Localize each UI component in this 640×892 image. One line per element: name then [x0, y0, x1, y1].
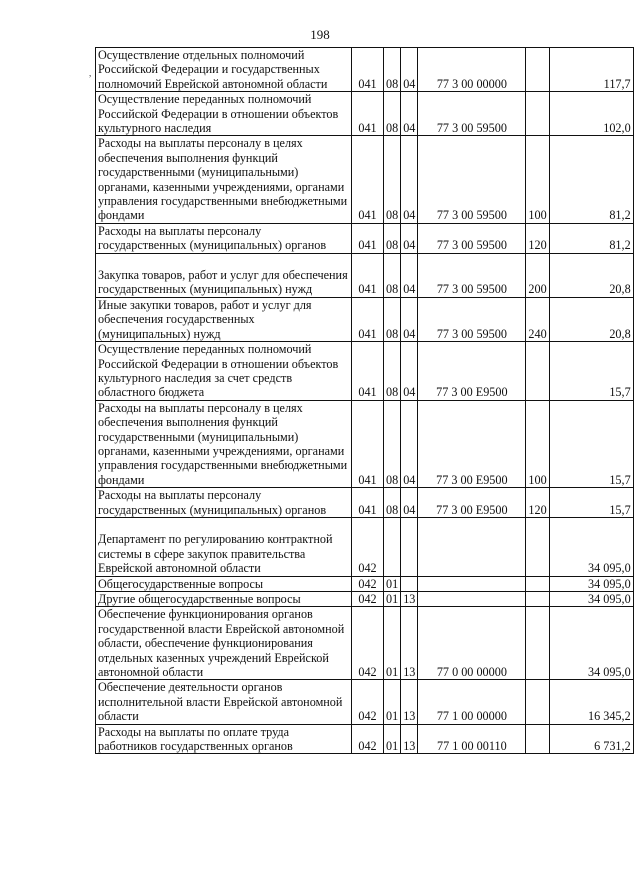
row-name: Расходы на выплаты персоналу в целях обеспечения выполнения функций государственными (муниципальными) органами, казенными учреждениями, органами управления государственными внебюджетными фондами	[96, 136, 352, 223]
row-amount: 6 731,2	[549, 724, 633, 754]
row-target-code	[418, 591, 526, 606]
row-amount: 117,7	[549, 48, 633, 92]
row-expense-type-code: 100	[526, 136, 549, 223]
row-amount: 102,0	[549, 92, 633, 136]
row-ved-code: 042	[352, 576, 384, 591]
row-ved-code: 041	[352, 297, 384, 341]
row-amount: 16 345,2	[549, 680, 633, 724]
row-ved-code: 041	[352, 92, 384, 136]
row-expense-type-code	[526, 607, 549, 680]
row-target-code: 77 1 00 00110	[418, 724, 526, 754]
row-target-code: 77 3 00 00000	[418, 48, 526, 92]
table-row	[96, 591, 634, 606]
row-ved-code: 042	[352, 724, 384, 754]
row-ved-code: 041	[352, 136, 384, 223]
row-name: Осуществление переданных полномочий Российской Федерации в отношении объектов культурного наследия за счет средств областного бюджета	[96, 342, 352, 401]
table-row	[96, 48, 634, 92]
row-amount: 81,2	[549, 223, 633, 253]
row-expense-type-code: 100	[526, 400, 549, 487]
row-subsection-code: 04	[401, 297, 418, 341]
table-row	[96, 576, 634, 591]
row-amount: 20,8	[549, 253, 633, 297]
row-section-code: 08	[384, 400, 401, 487]
row-subsection-code: 13	[401, 607, 418, 680]
row-section-code: 01	[384, 724, 401, 754]
budget-table	[95, 47, 634, 754]
row-subsection-code: 04	[401, 92, 418, 136]
row-target-code	[418, 517, 526, 576]
row-section-code: 01	[384, 607, 401, 680]
row-expense-type-code	[526, 724, 549, 754]
row-target-code	[418, 576, 526, 591]
row-subsection-code: 13	[401, 591, 418, 606]
row-amount: 81,2	[549, 136, 633, 223]
row-ved-code: 041	[352, 253, 384, 297]
row-target-code: 77 3 00 E9500	[418, 488, 526, 518]
row-ved-code: 042	[352, 591, 384, 606]
row-name: Департамент по регулированию контрактной системы в сфере закупок правительства Еврейской автономной области	[96, 517, 352, 576]
row-amount: 34 095,0	[549, 517, 633, 576]
table-row	[96, 342, 634, 401]
row-section-code: 08	[384, 253, 401, 297]
row-expense-type-code	[526, 48, 549, 92]
row-section-code: 01	[384, 680, 401, 724]
row-subsection-code: 13	[401, 680, 418, 724]
row-subsection-code	[401, 517, 418, 576]
row-amount: 34 095,0	[549, 607, 633, 680]
row-name: Иные закупки товаров, работ и услуг для обеспечения государственных (муниципальных) нужд	[96, 297, 352, 341]
row-target-code: 77 3 00 E9500	[418, 400, 526, 487]
row-target-code: 77 1 00 00000	[418, 680, 526, 724]
row-name: Осуществление переданных полномочий Российской Федерации в отношении объектов культурного наследия	[96, 92, 352, 136]
table-row	[96, 488, 634, 518]
row-expense-type-code	[526, 92, 549, 136]
table-row	[96, 607, 634, 680]
row-expense-type-code	[526, 591, 549, 606]
table-row	[96, 680, 634, 724]
row-target-code: 77 3 00 59500	[418, 223, 526, 253]
row-section-code: 08	[384, 342, 401, 401]
row-section-code: 08	[384, 136, 401, 223]
row-section-code: 01	[384, 576, 401, 591]
row-amount: 15,7	[549, 342, 633, 401]
row-expense-type-code: 120	[526, 223, 549, 253]
row-subsection-code: 04	[401, 136, 418, 223]
row-expense-type-code: 200	[526, 253, 549, 297]
row-subsection-code: 04	[401, 488, 418, 518]
table-row	[96, 253, 634, 297]
row-target-code: 77 3 00 59500	[418, 136, 526, 223]
row-section-code: 08	[384, 297, 401, 341]
page-number: 198	[310, 27, 330, 42]
row-section-code: 08	[384, 223, 401, 253]
row-subsection-code: 13	[401, 724, 418, 754]
row-name: Общегосударственные вопросы	[96, 576, 352, 591]
row-section-code: 08	[384, 48, 401, 92]
row-name: Осуществление отдельных полномочий Российской Федерации и государственных полномочий Еврейской автономной области	[96, 48, 352, 92]
row-ved-code: 041	[352, 48, 384, 92]
row-name: Обеспечение деятельности органов исполнительной власти Еврейской автономной области	[96, 680, 352, 724]
stray-mark: ,	[89, 68, 92, 78]
row-name: Расходы на выплаты персоналу государственных (муниципальных) органов	[96, 223, 352, 253]
row-subsection-code: 04	[401, 342, 418, 401]
row-name: Обеспечение функционирования органов государственной власти Еврейской автономной области, обеспечение функционирования отдельных казенных учреждений Еврейской автономной области	[96, 607, 352, 680]
table-row	[96, 223, 634, 253]
row-target-code: 77 0 00 00000	[418, 607, 526, 680]
row-ved-code: 041	[352, 400, 384, 487]
row-subsection-code: 04	[401, 223, 418, 253]
row-target-code: 77 3 00 E9500	[418, 342, 526, 401]
row-section-code: 01	[384, 591, 401, 606]
row-ved-code: 042	[352, 607, 384, 680]
row-expense-type-code	[526, 342, 549, 401]
table-row	[96, 400, 634, 487]
table-row	[96, 92, 634, 136]
row-amount: 20,8	[549, 297, 633, 341]
row-amount: 34 095,0	[549, 591, 633, 606]
row-section-code: 08	[384, 488, 401, 518]
row-ved-code: 042	[352, 517, 384, 576]
row-target-code: 77 3 00 59500	[418, 253, 526, 297]
row-name: Другие общегосударственные вопросы	[96, 591, 352, 606]
row-ved-code: 041	[352, 342, 384, 401]
row-ved-code: 041	[352, 488, 384, 518]
row-amount: 15,7	[549, 488, 633, 518]
row-section-code: 08	[384, 92, 401, 136]
row-amount: 34 095,0	[549, 576, 633, 591]
row-expense-type-code	[526, 680, 549, 724]
row-amount: 15,7	[549, 400, 633, 487]
row-target-code: 77 3 00 59500	[418, 297, 526, 341]
table-row	[96, 297, 634, 341]
row-name: Закупка товаров, работ и услуг для обеспечения государственных (муниципальных) нужд	[96, 253, 352, 297]
row-name: Расходы на выплаты по оплате труда работников государственных органов	[96, 724, 352, 754]
row-expense-type-code: 240	[526, 297, 549, 341]
table-row	[96, 724, 634, 754]
row-ved-code: 042	[352, 680, 384, 724]
row-expense-type-code	[526, 517, 549, 576]
table-row	[96, 517, 634, 576]
row-subsection-code: 04	[401, 48, 418, 92]
row-target-code: 77 3 00 59500	[418, 92, 526, 136]
row-expense-type-code	[526, 576, 549, 591]
row-ved-code: 041	[352, 223, 384, 253]
row-expense-type-code: 120	[526, 488, 549, 518]
row-section-code	[384, 517, 401, 576]
table-row	[96, 136, 634, 223]
budget-table-body	[96, 48, 634, 754]
row-subsection-code: 04	[401, 253, 418, 297]
row-name: Расходы на выплаты персоналу государственных (муниципальных) органов	[96, 488, 352, 518]
row-subsection-code: 04	[401, 400, 418, 487]
row-name: Расходы на выплаты персоналу в целях обеспечения выполнения функций государственными (муниципальными) органами, казенными учреждениями, органами управления государственными внебюджетными фондами	[96, 400, 352, 487]
row-subsection-code	[401, 576, 418, 591]
